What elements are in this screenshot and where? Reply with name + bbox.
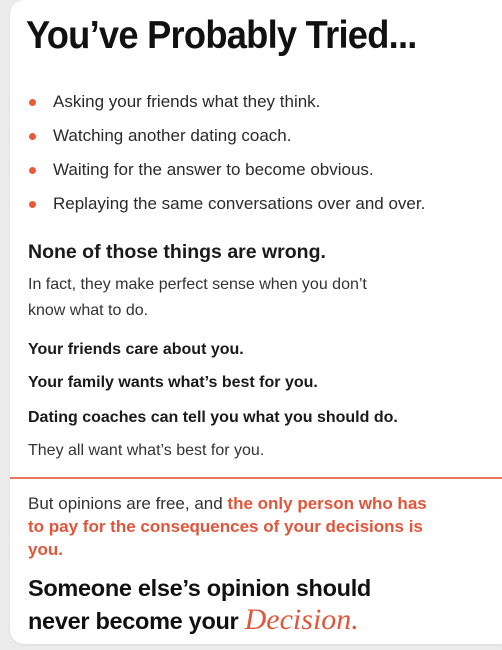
list-item-text: Watching another dating coach. [53,126,292,145]
list-item-text: Replaying the same conversations over and over. [53,194,426,213]
list-item [28,156,425,190]
summary-statement: They all want what’s best for you. [28,442,265,459]
bullet-dot-icon [29,201,36,208]
coaches-statement: Dating coaches can tell you what you should do. [28,409,398,426]
section-subheading: None of those things are wrong. [28,241,326,263]
closing-highlight: the only person who has to pay for the consequences of your decisions is you. [28,494,427,559]
bullet-dot-icon [29,167,36,174]
final-line-1: Someone else’s opinion should [28,575,371,601]
section-divider [10,477,502,479]
list-item-text: Waiting for the answer to become obvious. [53,160,374,179]
final-statement [28,573,371,637]
friends-statement: Your friends care about you. [28,341,244,358]
closing-lead: But opinions are free, and [28,494,228,513]
bullet-dot-icon [29,133,36,140]
decision-word: Decision. [244,603,359,636]
closing-paragraph [28,492,428,561]
family-statement: Your family wants what’s best for you. [28,374,318,391]
intro-paragraph: In fact, they make perfect sense when you don’t know what to do. [28,276,367,319]
list-item [28,122,425,156]
page-title: You’ve Probably Tried... [26,14,417,57]
final-line-2: never become your [28,608,245,634]
list-item [28,190,425,224]
list-item [28,88,425,122]
list-item-text: Asking your friends what they think. [53,92,321,111]
bullet-dot-icon [29,99,36,106]
tried-list [28,88,425,224]
